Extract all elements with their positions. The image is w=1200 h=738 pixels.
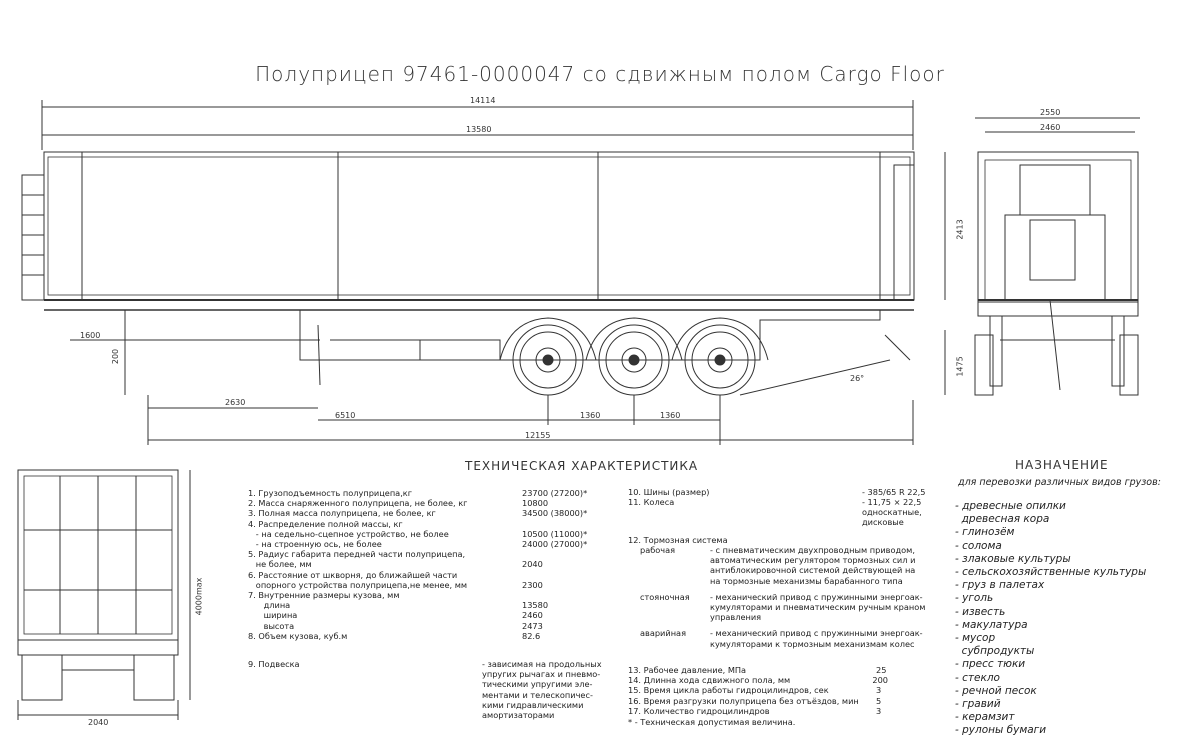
spec-row — [248, 488, 608, 498]
spec-row — [248, 631, 608, 641]
text-line: - зависимая на продольных — [482, 659, 602, 669]
purpose-item: - древесные опилки — [955, 500, 1066, 512]
brake-type: стояночная — [640, 591, 690, 602]
brakes-label: 12. Тормозная система — [628, 535, 728, 545]
spec-row-label: 14. Длинна хода сдвижного пола, мм — [628, 675, 791, 686]
brake-row — [640, 545, 940, 586]
wheels2-label: 11. Колеса — [628, 497, 675, 507]
spec-row-value: 10800 — [522, 498, 549, 509]
text-line: - 11,75 × 22,5 — [862, 497, 922, 507]
text-line: антиблокировочной системой действующей на — [710, 565, 916, 576]
spec-row — [248, 610, 608, 620]
specs-title: ТЕХНИЧЕСКАЯ ХАРАКТЕРИСТИКА — [465, 459, 699, 473]
spec-row-label: не более, мм — [248, 559, 312, 570]
dim-inner-width: 2460 — [1040, 123, 1061, 132]
spec-row — [248, 519, 608, 529]
spec-row-label: 7. Внутренние размеры кузова, мм — [248, 590, 400, 601]
text-line: - с пневматическим двухпроводным приводом, — [710, 545, 915, 555]
text-line: автоматическим регулятором тормозных сил и — [710, 555, 916, 566]
spec-row — [248, 559, 608, 569]
spec-row — [248, 570, 608, 580]
dim-rear-width: 2040 — [88, 718, 109, 727]
spec-row — [628, 675, 888, 685]
spec-row — [248, 621, 608, 631]
purpose-item: - сельскохозяйственные культуры — [955, 566, 1147, 579]
spec-row-label: 4. Распределение полной массы, кг — [248, 518, 403, 529]
spec-row-label: 16. Время разгрузки полуприцепа без отъёздов, мин — [628, 695, 859, 706]
spec-row — [628, 685, 888, 695]
text-line: кими гидравлическими — [482, 699, 584, 710]
brakes-block — [640, 545, 940, 655]
spec-row-value: 2040 — [522, 559, 543, 570]
brake-description — [710, 592, 925, 623]
spec-row-label: 15. Время цикла работы гидроцилиндров, сек — [628, 685, 829, 696]
spec-row-value: 10500 (11000)* — [522, 528, 588, 539]
purpose-item: - глинозём — [955, 526, 1015, 539]
purpose-item: - уголь — [955, 592, 994, 605]
brake-description — [710, 545, 915, 586]
spec-row-value: 2460 — [522, 610, 543, 621]
spec-row-value: 200 — [872, 675, 888, 686]
spec-row — [248, 600, 608, 610]
purpose-item: - известь — [955, 605, 1006, 618]
spec-row — [628, 706, 888, 716]
text-line: односкатные, — [862, 507, 922, 518]
purpose-item: - груз в палетах — [955, 579, 1045, 592]
purpose-item: - злаковые культуры — [955, 552, 1071, 565]
text-line: амортизаторами — [482, 710, 555, 721]
purpose-item: - солома — [955, 539, 1002, 552]
wheels-value: - 385/65 R 22,5 — [862, 487, 926, 497]
spec-row-value: 2300 — [522, 579, 543, 590]
text-line: кумуляторами к тормозным механизмам колес — [710, 638, 915, 649]
dim-axle-spacing-2: 1360 — [660, 411, 681, 420]
purpose-item: - мусор — [955, 632, 996, 645]
spec-row-value: 5 — [876, 695, 882, 706]
spec-row — [628, 665, 888, 675]
purpose-list — [955, 500, 1146, 738]
spec-row — [248, 539, 608, 549]
spec-row-value: 23700 (27200)* — [522, 488, 588, 498]
spec-row-label: 8. Объем кузова, куб.м — [248, 630, 348, 641]
brake-type: рабочая — [640, 545, 676, 555]
wheels2-value — [862, 497, 922, 528]
text-line: на тормозные механизмы барабанного типа — [710, 575, 903, 586]
spec-row-label: 5. Радиус габарита передней части полуприцепа, — [248, 549, 466, 560]
brake-description — [710, 628, 923, 648]
dim-wheelbase-total: 12155 — [525, 431, 551, 440]
text-line: управления — [710, 612, 762, 623]
purpose-item: - рулоны бумаги — [955, 724, 1047, 737]
spec-row-label: 1. Грузоподъемность полуприцепа,кг — [248, 488, 413, 498]
purpose-item: субпродукты — [955, 645, 1035, 658]
spec-row — [248, 508, 608, 518]
spec-row-label: длина — [248, 600, 291, 611]
text-line: дисковые — [862, 517, 904, 528]
purpose-item: древесная кора — [955, 513, 1050, 526]
purpose-item: - пресс тюки — [955, 658, 1026, 671]
dim-body-height: 2413 — [955, 219, 965, 240]
specs-column-1 — [248, 488, 608, 641]
suspension-value — [482, 659, 602, 720]
brake-row — [640, 628, 940, 648]
text-line: - механический привод с пружинными энергоак- — [710, 628, 923, 639]
spec-row-value: 3 — [876, 705, 882, 716]
spec-row — [628, 696, 888, 706]
text-line: - механический привод с пружинными энергоак- — [710, 591, 923, 602]
spec-row-label: 2. Масса снаряженного полуприцепа, не более, кг — [248, 498, 468, 509]
spec-row — [248, 529, 608, 539]
dim-front-overhang: 1600 — [80, 331, 101, 340]
spec-row-value: 25 — [876, 665, 887, 675]
suspension-label: 9. Подвеска — [248, 659, 300, 669]
spec-row-value: 34500 (38000)* — [522, 508, 588, 519]
text-line: тическими упругими эле- — [482, 679, 593, 690]
spec-row — [248, 549, 608, 559]
text-line: упругих рычагах и пневмо- — [482, 669, 601, 680]
spec-row-label: - на строенную ось, не более — [248, 539, 382, 550]
spec-row-label: высота — [248, 620, 295, 631]
page-title: Полуприцеп 97461-0000047 со сдвижным полом Cargo Floor — [255, 62, 945, 86]
spec-row-label: - на седельно-сцепное устройство, не более — [248, 528, 449, 539]
purpose-item: - речной песок — [955, 684, 1037, 697]
dim-support-height: 200 — [111, 348, 121, 365]
purpose-item: - гравий — [955, 698, 1001, 711]
purpose-item: - керамзит — [955, 711, 1015, 724]
wheels-label: 10. Шины (размер) — [628, 487, 710, 497]
dim-rear-height: 4000max — [194, 577, 204, 616]
spec-row — [248, 590, 608, 600]
spec-row-value: 82.6 — [522, 630, 541, 641]
brake-type: аварийная — [640, 628, 686, 639]
text-line: ментами и телескопичес- — [482, 689, 593, 700]
spec-row-label: 3. Полная масса полуприцепа, не более, кг — [248, 508, 436, 519]
spec-row-label: 13. Рабочее давление, МПа — [628, 665, 747, 675]
spec-row-value: 3 — [876, 685, 882, 696]
spec-row-label: 6. Расстояние от шкворня, до ближайшей части — [248, 569, 458, 580]
purpose-subtitle: для перевозки различных видов грузов: — [958, 477, 1161, 488]
spec-row — [248, 580, 608, 590]
spec-row-value: 2473 — [522, 620, 543, 631]
dim-angle: 26° — [850, 374, 865, 383]
dim-frame-height: 1475 — [955, 356, 965, 377]
side-view — [22, 100, 945, 445]
purpose-title: НАЗНАЧЕНИЕ — [1015, 458, 1109, 472]
spec-row-value: 13580 — [522, 600, 549, 611]
dim-kingpin-to-axle: 6510 — [335, 411, 356, 420]
purpose-item: - стекло — [955, 671, 1000, 684]
spec-row — [248, 498, 608, 508]
dim-overall-width: 2550 — [1040, 108, 1061, 117]
dim-body-length: 13580 — [466, 125, 492, 134]
brake-row — [640, 592, 940, 623]
dim-kingpin-offset: 2630 — [225, 398, 246, 407]
spec-row-label: 17. Количество гидроцилиндров — [628, 705, 770, 716]
dim-overall-length: 14114 — [470, 96, 496, 105]
front-view — [975, 118, 1140, 395]
rear-view — [18, 470, 190, 720]
specs-column-2-bottom — [628, 665, 888, 716]
purpose-item: - макулатура — [955, 618, 1028, 631]
spec-row-value: 24000 (27000)* — [522, 539, 588, 550]
spec-row-label: ширина — [248, 610, 298, 621]
dim-axle-spacing-1: 1360 — [580, 411, 601, 420]
spec-row-label: опорного устройства полуприцепа,не менее, мм — [248, 579, 468, 590]
footnote: * - Техническая допустимая величина. — [628, 717, 796, 727]
text-line: кумуляторами и пневматическим ручным краном — [710, 602, 926, 613]
